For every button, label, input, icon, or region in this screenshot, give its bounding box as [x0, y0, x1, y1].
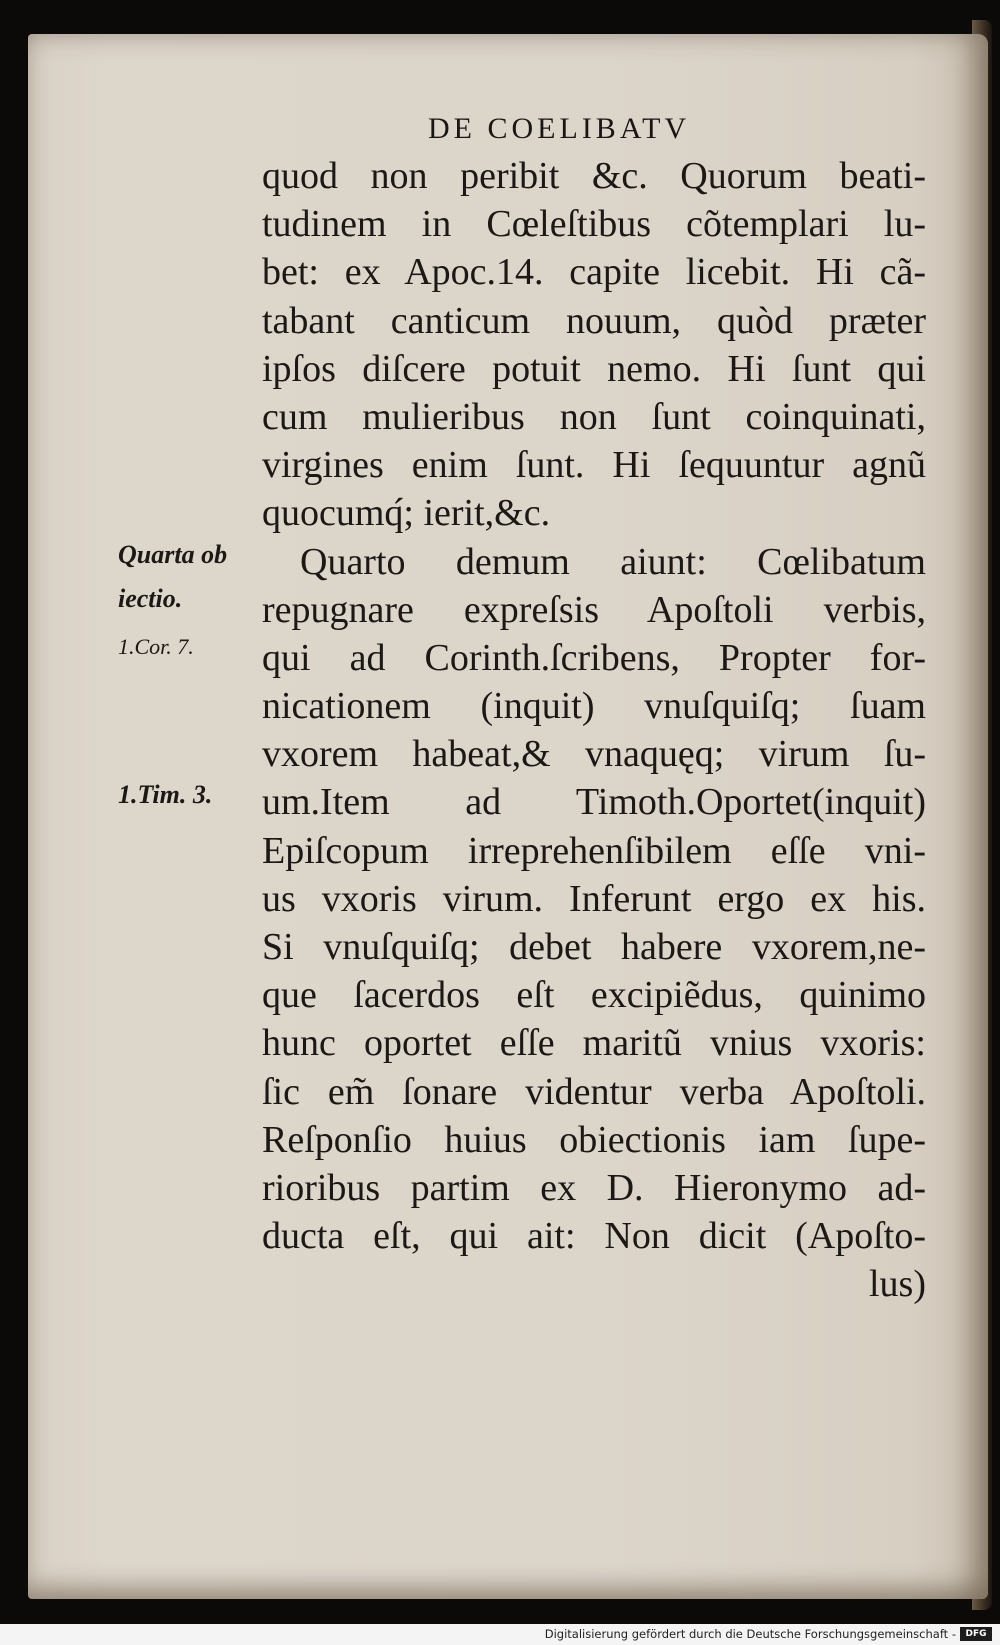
text-line: Si vnuſquiſq; debet habere vxorem,ne- [262, 926, 926, 968]
text-line: quod non peribit &c. Quorum beati- [262, 155, 926, 197]
text-line: qui ad Corinth.ſcribens, Propter for- [262, 636, 926, 679]
text-line: virgines enim ſunt. Hi ſequuntur agnũ [262, 444, 926, 487]
text-line: us vxoris virum. Inferunt ergo ex his. [262, 877, 926, 920]
margin-note-objection-heading-cont: iectio. [118, 584, 183, 613]
funding-notice: Digitalisierung gefördert durch die Deutsche Forschungsgemeinschaft - [544, 1627, 956, 1641]
text-line: que ſacerdos eſt excipiẽdus, quinimo [262, 974, 926, 1017]
text-line: Reſponſio huius obiectionis iam ſupe- [262, 1118, 926, 1161]
text-line: ipſos diſcere potuit nemo. Hi ſunt qui [262, 347, 926, 390]
body-text [262, 152, 926, 1309]
text-line: um.Item ad Timoth.Oportet(inquit) [262, 781, 926, 824]
dfg-logo: DFG [960, 1627, 992, 1641]
running-head: DE COELIBATV [428, 112, 691, 145]
text-line: vxorem habeat,& vnaquęq; virum ſu- [262, 733, 926, 776]
text-line: cum mulieribus non ſunt coinquinati, [262, 395, 926, 438]
text-line: hunc oportet eſſe maritũ vnius vxoris: [262, 1022, 926, 1065]
text-line: tudinem in Cœleſtibus cõtemplari lu- [262, 203, 926, 246]
text-line: rioribus partim ex D. Hieronymo ad- [262, 1166, 926, 1209]
text-line: nicationem (inquit) vnuſquiſq; ſuam [262, 685, 926, 728]
text-line: ſic em̃ ſonare videntur verba Apoſtoli. [262, 1070, 926, 1113]
text-line: repugnare expreſsis Apoſtoli verbis, [262, 588, 926, 631]
margin-note-objection-heading: Quarta ob [118, 540, 228, 569]
margin-note-timothy-ref: 1.Tim. 3. [118, 780, 213, 809]
text-line: Epiſcopum irreprehenſibilem eſſe vni- [262, 829, 926, 872]
text-line: ducta eſt, qui ait: Non dicit (Apoſto- [262, 1215, 926, 1258]
text-line: tabant canticum nouum, quòd præter [262, 299, 926, 342]
margin-note-corinthians-ref: 1.Cor. 7. [118, 634, 194, 659]
text-line: lus) [869, 1263, 926, 1306]
text-line: Quarto demum aiunt: Cœlibatum [300, 540, 926, 583]
text-line: bet: ex Apoc.14. capite licebit. Hi cã- [262, 251, 926, 294]
text-line: quocumq́; ierit,&c. [262, 492, 551, 535]
